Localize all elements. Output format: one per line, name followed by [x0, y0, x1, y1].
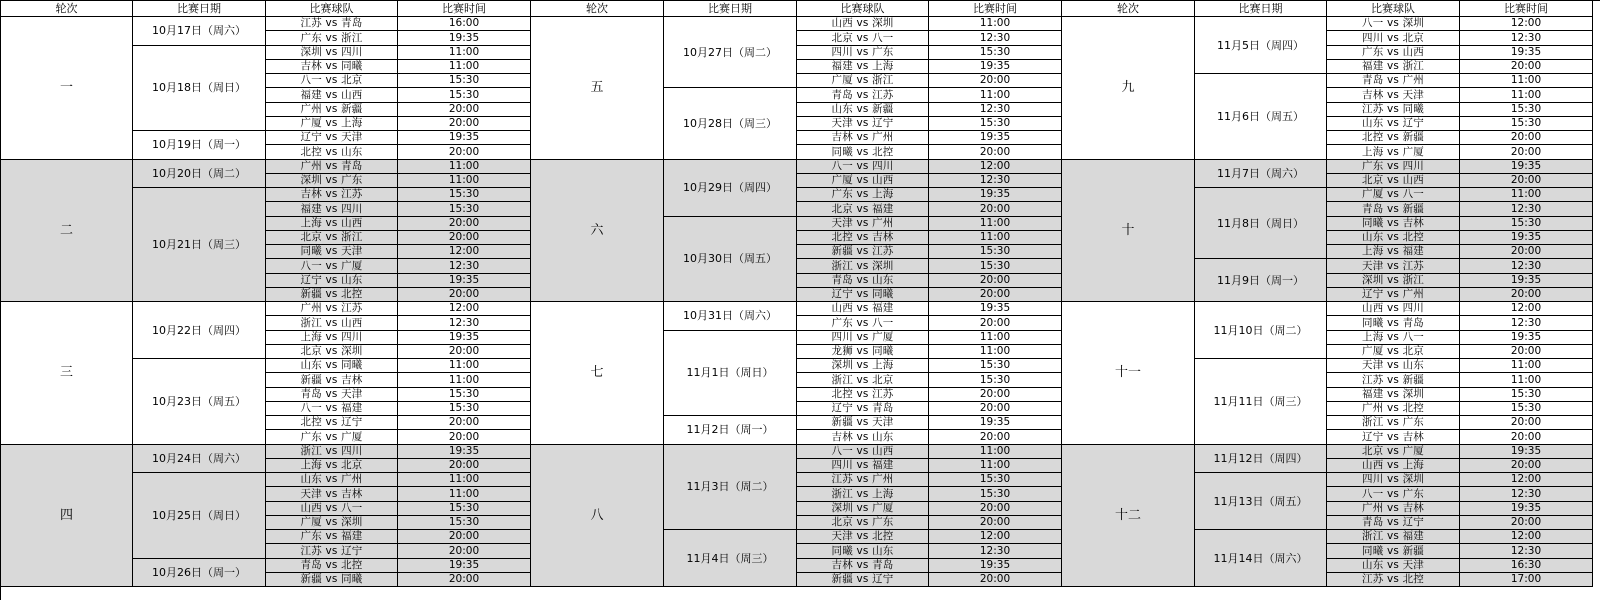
match-teams-cell: 广州 vs 江苏 [266, 302, 398, 316]
match-time-cell: 20:00 [398, 459, 531, 473]
match-teams-cell: 辽宁 vs 广州 [1327, 288, 1460, 302]
match-time-cell: 12:30 [929, 544, 1062, 558]
match-teams-cell: 青岛 vs 广州 [1327, 74, 1460, 88]
match-teams-cell: 广东 vs 八一 [797, 316, 929, 330]
match-time-cell: 15:30 [1460, 217, 1593, 231]
match-teams-cell: 深圳 vs 广厦 [797, 502, 929, 516]
match-teams-cell: 天津 vs 山东 [1327, 359, 1460, 373]
match-teams-cell: 同曦 vs 天津 [266, 245, 398, 259]
match-time-cell: 15:30 [1460, 402, 1593, 416]
match-time-cell: 11:00 [398, 174, 531, 188]
match-date-cell: 11月13日（周五） [1195, 473, 1327, 530]
teams-header: 比赛球队 [266, 1, 398, 17]
teams-header: 比赛球队 [1327, 1, 1460, 17]
match-teams-cell: 广东 vs 广厦 [266, 430, 398, 444]
match-time-cell: 11:00 [1460, 74, 1593, 88]
round-cell: 一 [1, 17, 133, 160]
match-time-cell: 16:30 [1460, 559, 1593, 573]
match-time-cell: 20:00 [398, 117, 531, 131]
match-time-cell: 20:00 [1460, 516, 1593, 530]
match-time-cell: 15:30 [398, 188, 531, 202]
match-time-cell: 12:00 [1460, 473, 1593, 487]
match-teams-cell: 青岛 vs 山东 [797, 274, 929, 288]
match-time-cell: 20:00 [929, 516, 1062, 530]
match-teams-cell: 辽宁 vs 山东 [266, 274, 398, 288]
match-teams-cell: 深圳 vs 广东 [266, 174, 398, 188]
match-teams-cell: 北控 vs 吉林 [797, 231, 929, 245]
match-time-cell: 19:35 [398, 274, 531, 288]
match-teams-cell: 北京 vs 广东 [797, 516, 929, 530]
match-teams-cell: 广东 vs 山西 [1327, 46, 1460, 60]
match-teams-cell: 上海 vs 山西 [266, 217, 398, 231]
round-cell: 二 [1, 160, 133, 303]
match-time-cell: 17:00 [1460, 573, 1593, 587]
match-time-cell: 20:00 [929, 274, 1062, 288]
match-teams-cell: 天津 vs 吉林 [266, 487, 398, 501]
match-teams-cell: 吉林 vs 江苏 [266, 188, 398, 202]
match-time-cell: 20:00 [398, 573, 531, 587]
match-teams-cell: 四川 vs 广厦 [797, 331, 929, 345]
match-time-cell: 15:30 [929, 359, 1062, 373]
match-teams-cell: 上海 vs 八一 [1327, 331, 1460, 345]
match-time-cell: 11:00 [929, 88, 1062, 102]
match-time-cell: 20:00 [1460, 288, 1593, 302]
match-teams-cell: 北控 vs 辽宁 [266, 416, 398, 430]
match-time-cell: 11:00 [929, 231, 1062, 245]
time-header: 比赛时间 [1460, 1, 1593, 17]
match-teams-cell: 深圳 vs 浙江 [1327, 274, 1460, 288]
match-time-cell: 15:30 [1460, 103, 1593, 117]
match-time-cell: 20:00 [398, 231, 531, 245]
match-teams-cell: 北京 vs 浙江 [266, 231, 398, 245]
match-teams-cell: 龙狮 vs 同曦 [797, 345, 929, 359]
match-teams-cell: 山西 vs 八一 [266, 502, 398, 516]
match-date-cell: 11月9日（周一） [1195, 259, 1327, 302]
match-time-cell: 11:00 [398, 160, 531, 174]
match-teams-cell: 天津 vs 北控 [797, 530, 929, 544]
match-teams-cell: 浙江 vs 北京 [797, 373, 929, 387]
match-date-cell: 10月28日（周三） [664, 88, 797, 159]
match-teams-cell: 广东 vs 浙江 [266, 31, 398, 45]
match-teams-cell: 四川 vs 北京 [1327, 31, 1460, 45]
match-time-cell: 19:35 [398, 559, 531, 573]
match-teams-cell: 山东 vs 新疆 [797, 103, 929, 117]
match-time-cell: 12:30 [398, 316, 531, 330]
match-date-cell: 11月2日（周一） [664, 416, 797, 445]
match-time-cell: 11:00 [398, 487, 531, 501]
match-date-cell: 11月14日（周六） [1195, 530, 1327, 587]
match-teams-cell: 八一 vs 四川 [797, 160, 929, 174]
match-teams-cell: 北控 vs 新疆 [1327, 131, 1460, 145]
match-teams-cell: 广厦 vs 北京 [1327, 345, 1460, 359]
match-date-cell: 10月20日（周二） [133, 160, 266, 189]
match-teams-cell: 山东 vs 辽宁 [1327, 117, 1460, 131]
match-teams-cell: 广东 vs 四川 [1327, 160, 1460, 174]
match-time-cell: 20:00 [1460, 459, 1593, 473]
match-time-cell: 20:00 [1460, 430, 1593, 444]
match-teams-cell: 新疆 vs 江苏 [797, 245, 929, 259]
match-date-cell: 10月22日（周四） [133, 302, 266, 359]
match-time-cell: 11:00 [1460, 88, 1593, 102]
match-time-cell: 19:35 [929, 416, 1062, 430]
match-time-cell: 11:00 [1460, 188, 1593, 202]
match-teams-cell: 江苏 vs 广州 [797, 473, 929, 487]
match-time-cell: 20:00 [1460, 60, 1593, 74]
match-teams-cell: 江苏 vs 辽宁 [266, 544, 398, 558]
match-time-cell: 11:00 [398, 60, 531, 74]
match-teams-cell: 同曦 vs 北控 [797, 145, 929, 159]
match-teams-cell: 天津 vs 广州 [797, 217, 929, 231]
date-header: 比赛日期 [133, 1, 266, 17]
match-time-cell: 11:00 [398, 359, 531, 373]
match-time-cell: 20:00 [1460, 245, 1593, 259]
match-teams-cell: 江苏 vs 同曦 [1327, 103, 1460, 117]
match-time-cell: 20:00 [398, 544, 531, 558]
match-date-cell: 10月31日（周六） [664, 302, 797, 331]
match-teams-cell: 四川 vs 福建 [797, 459, 929, 473]
match-teams-cell: 山东 vs 广州 [266, 473, 398, 487]
match-teams-cell: 同曦 vs 青岛 [1327, 316, 1460, 330]
match-time-cell: 15:30 [398, 502, 531, 516]
match-time-cell: 20:00 [398, 430, 531, 444]
teams-header: 比赛球队 [797, 1, 929, 17]
match-date-cell: 10月21日（周三） [133, 188, 266, 302]
match-teams-cell: 同曦 vs 新疆 [1327, 544, 1460, 558]
match-teams-cell: 北京 vs 八一 [797, 31, 929, 45]
match-date-cell: 10月24日（周六） [133, 445, 266, 474]
match-time-cell: 12:30 [398, 259, 531, 273]
match-time-cell: 12:30 [929, 174, 1062, 188]
round-cell: 三 [1, 302, 133, 445]
match-teams-cell: 广厦 vs 山西 [797, 174, 929, 188]
match-teams-cell: 八一 vs 广厦 [266, 259, 398, 273]
match-time-cell: 19:35 [1460, 231, 1593, 245]
match-time-cell: 12:00 [929, 160, 1062, 174]
match-teams-cell: 广厦 vs 深圳 [266, 516, 398, 530]
match-teams-cell: 天津 vs 辽宁 [797, 117, 929, 131]
match-teams-cell: 吉林 vs 同曦 [266, 60, 398, 74]
match-time-cell: 15:30 [929, 259, 1062, 273]
match-time-cell: 19:35 [1460, 274, 1593, 288]
match-teams-cell: 浙江 vs 广东 [1327, 416, 1460, 430]
match-time-cell: 19:35 [398, 331, 531, 345]
match-time-cell: 12:00 [1460, 530, 1593, 544]
round-header: 轮次 [1062, 1, 1195, 17]
match-teams-cell: 福建 vs 浙江 [1327, 60, 1460, 74]
match-teams-cell: 新疆 vs 吉林 [266, 373, 398, 387]
match-teams-cell: 广州 vs 青岛 [266, 160, 398, 174]
match-teams-cell: 青岛 vs 天津 [266, 388, 398, 402]
match-time-cell: 20:00 [398, 217, 531, 231]
match-date-cell: 10月18日（周日） [133, 46, 266, 132]
round-cell: 十 [1062, 160, 1195, 303]
match-time-cell: 12:00 [1460, 302, 1593, 316]
match-time-cell: 15:30 [398, 88, 531, 102]
match-teams-cell: 山东 vs 北控 [1327, 231, 1460, 245]
match-date-cell: 11月1日（周日） [664, 331, 797, 417]
match-teams-cell: 福建 vs 上海 [797, 60, 929, 74]
match-teams-cell: 江苏 vs 北控 [1327, 573, 1460, 587]
match-time-cell: 19:35 [398, 131, 531, 145]
match-teams-cell: 青岛 vs 新疆 [1327, 202, 1460, 216]
match-time-cell: 15:30 [398, 202, 531, 216]
match-teams-cell: 山西 vs 福建 [797, 302, 929, 316]
match-time-cell: 11:00 [929, 331, 1062, 345]
match-time-cell: 15:30 [398, 74, 531, 88]
round-cell: 十一 [1062, 302, 1195, 445]
match-teams-cell: 吉林 vs 山东 [797, 430, 929, 444]
match-time-cell: 12:30 [1460, 202, 1593, 216]
match-time-cell: 20:00 [929, 402, 1062, 416]
match-teams-cell: 江苏 vs 新疆 [1327, 373, 1460, 387]
match-teams-cell: 北京 vs 深圳 [266, 345, 398, 359]
match-teams-cell: 浙江 vs 山西 [266, 316, 398, 330]
match-teams-cell: 深圳 vs 四川 [266, 46, 398, 60]
match-time-cell: 20:00 [1460, 345, 1593, 359]
match-teams-cell: 新疆 vs 天津 [797, 416, 929, 430]
match-teams-cell: 山西 vs 深圳 [797, 17, 929, 31]
match-time-cell: 20:00 [1460, 131, 1593, 145]
match-time-cell: 20:00 [1460, 174, 1593, 188]
match-time-cell: 11:00 [929, 17, 1062, 31]
match-teams-cell: 四川 vs 广东 [797, 46, 929, 60]
match-time-cell: 20:00 [929, 573, 1062, 587]
match-teams-cell: 青岛 vs 江苏 [797, 88, 929, 102]
match-time-cell: 19:35 [1460, 331, 1593, 345]
match-time-cell: 19:35 [398, 445, 531, 459]
match-time-cell: 19:35 [398, 31, 531, 45]
match-time-cell: 12:00 [1460, 17, 1593, 31]
round-cell: 五 [531, 17, 664, 160]
match-date-cell: 10月30日（周五） [664, 217, 797, 303]
match-teams-cell: 八一 vs 深圳 [1327, 17, 1460, 31]
match-teams-cell: 浙江 vs 四川 [266, 445, 398, 459]
match-teams-cell: 上海 vs 四川 [266, 331, 398, 345]
match-time-cell: 20:00 [398, 288, 531, 302]
round-cell: 八 [531, 445, 664, 588]
match-date-cell: 11月3日（周二） [664, 445, 797, 531]
match-teams-cell: 八一 vs 广东 [1327, 487, 1460, 501]
match-date-cell: 10月26日（周一） [133, 559, 266, 588]
match-teams-cell: 浙江 vs 深圳 [797, 259, 929, 273]
match-date-cell: 11月11日（周三） [1195, 359, 1327, 445]
match-time-cell: 20:00 [929, 202, 1062, 216]
match-time-cell: 19:35 [929, 60, 1062, 74]
match-teams-cell: 福建 vs 四川 [266, 202, 398, 216]
match-time-cell: 20:00 [929, 316, 1062, 330]
time-header: 比赛时间 [929, 1, 1062, 17]
match-teams-cell: 辽宁 vs 青岛 [797, 402, 929, 416]
match-teams-cell: 四川 vs 深圳 [1327, 473, 1460, 487]
match-time-cell: 12:00 [929, 530, 1062, 544]
match-teams-cell: 上海 vs 广厦 [1327, 145, 1460, 159]
match-time-cell: 12:30 [1460, 487, 1593, 501]
match-time-cell: 15:30 [1460, 388, 1593, 402]
match-time-cell: 20:00 [398, 145, 531, 159]
match-teams-cell: 辽宁 vs 天津 [266, 131, 398, 145]
match-date-cell: 10月29日（周四） [664, 160, 797, 217]
match-teams-cell: 山东 vs 同曦 [266, 359, 398, 373]
match-teams-cell: 八一 vs 山西 [797, 445, 929, 459]
round-cell: 六 [531, 160, 664, 303]
match-time-cell: 11:00 [929, 345, 1062, 359]
match-time-cell: 15:30 [929, 46, 1062, 60]
match-time-cell: 12:00 [398, 245, 531, 259]
match-date-cell: 11月5日（周四） [1195, 17, 1327, 74]
match-time-cell: 15:30 [398, 388, 531, 402]
match-teams-cell: 广州 vs 新疆 [266, 103, 398, 117]
match-teams-cell: 广州 vs 吉林 [1327, 502, 1460, 516]
match-teams-cell: 山东 vs 天津 [1327, 559, 1460, 573]
match-teams-cell: 深圳 vs 上海 [797, 359, 929, 373]
match-time-cell: 19:35 [929, 302, 1062, 316]
match-time-cell: 20:00 [398, 103, 531, 117]
match-teams-cell: 天津 vs 江苏 [1327, 259, 1460, 273]
match-teams-cell: 吉林 vs 青岛 [797, 559, 929, 573]
match-time-cell: 12:30 [1460, 259, 1593, 273]
match-time-cell: 15:30 [929, 245, 1062, 259]
match-time-cell: 20:00 [1460, 416, 1593, 430]
match-teams-cell: 新疆 vs 同曦 [266, 573, 398, 587]
match-time-cell: 20:00 [929, 288, 1062, 302]
match-time-cell: 20:00 [929, 74, 1062, 88]
match-teams-cell: 山西 vs 四川 [1327, 302, 1460, 316]
match-date-cell: 10月23日（周五） [133, 359, 266, 445]
match-teams-cell: 广东 vs 上海 [797, 188, 929, 202]
match-teams-cell: 广东 vs 福建 [266, 530, 398, 544]
match-date-cell: 10月17日（周六） [133, 17, 266, 46]
match-teams-cell: 北京 vs 福建 [797, 202, 929, 216]
match-time-cell: 19:35 [1460, 502, 1593, 516]
match-date-cell: 10月27日（周二） [664, 17, 797, 88]
match-teams-cell: 江苏 vs 青岛 [266, 17, 398, 31]
match-teams-cell: 广厦 vs 浙江 [797, 74, 929, 88]
match-teams-cell: 山西 vs 上海 [1327, 459, 1460, 473]
round-cell: 七 [531, 302, 664, 445]
match-time-cell: 19:35 [1460, 160, 1593, 174]
match-teams-cell: 青岛 vs 辽宁 [1327, 516, 1460, 530]
match-time-cell: 11:00 [929, 217, 1062, 231]
match-teams-cell: 广厦 vs 上海 [266, 117, 398, 131]
match-time-cell: 15:30 [929, 473, 1062, 487]
match-time-cell: 20:00 [398, 530, 531, 544]
match-time-cell: 15:30 [1460, 117, 1593, 131]
match-time-cell: 19:35 [929, 188, 1062, 202]
match-time-cell: 19:35 [929, 559, 1062, 573]
match-time-cell: 15:30 [398, 516, 531, 530]
match-time-cell: 20:00 [929, 430, 1062, 444]
match-time-cell: 12:30 [1460, 316, 1593, 330]
match-time-cell: 15:30 [929, 373, 1062, 387]
match-time-cell: 19:35 [1460, 46, 1593, 60]
match-time-cell: 11:00 [398, 373, 531, 387]
match-teams-cell: 同曦 vs 吉林 [1327, 217, 1460, 231]
match-time-cell: 15:30 [398, 402, 531, 416]
match-teams-cell: 青岛 vs 北控 [266, 559, 398, 573]
match-time-cell: 20:00 [1460, 145, 1593, 159]
match-date-cell: 11月10日（周二） [1195, 302, 1327, 359]
match-time-cell: 12:30 [929, 103, 1062, 117]
match-time-cell: 11:00 [929, 459, 1062, 473]
match-date-cell: 11月8日（周日） [1195, 188, 1327, 259]
round-cell: 四 [1, 445, 133, 588]
match-teams-cell: 吉林 vs 广州 [797, 131, 929, 145]
match-time-cell: 12:00 [398, 302, 531, 316]
match-teams-cell: 福建 vs 山西 [266, 88, 398, 102]
match-teams-cell: 上海 vs 北京 [266, 459, 398, 473]
match-teams-cell: 北京 vs 山西 [1327, 174, 1460, 188]
match-time-cell: 12:30 [1460, 544, 1593, 558]
match-date-cell: 10月19日（周一） [133, 131, 266, 160]
match-time-cell: 20:00 [398, 345, 531, 359]
match-date-cell: 10月25日（周日） [133, 473, 266, 559]
match-teams-cell: 辽宁 vs 同曦 [797, 288, 929, 302]
match-time-cell: 20:00 [398, 416, 531, 430]
match-teams-cell: 新疆 vs 辽宁 [797, 573, 929, 587]
match-teams-cell: 广州 vs 北控 [1327, 402, 1460, 416]
match-teams-cell: 广厦 vs 八一 [1327, 188, 1460, 202]
match-teams-cell: 北京 vs 广厦 [1327, 445, 1460, 459]
match-date-cell: 11月7日（周六） [1195, 160, 1327, 189]
match-time-cell: 12:30 [929, 31, 1062, 45]
match-time-cell: 16:00 [398, 17, 531, 31]
match-time-cell: 19:35 [1460, 445, 1593, 459]
match-teams-cell: 北控 vs 山东 [266, 145, 398, 159]
match-time-cell: 12:30 [1460, 31, 1593, 45]
match-time-cell: 11:00 [1460, 373, 1593, 387]
match-teams-cell: 八一 vs 北京 [266, 74, 398, 88]
date-header: 比赛日期 [1195, 1, 1327, 17]
match-time-cell: 20:00 [929, 145, 1062, 159]
match-time-cell: 11:00 [398, 473, 531, 487]
match-date-cell: 11月4日（周三） [664, 530, 797, 587]
match-teams-cell: 吉林 vs 天津 [1327, 88, 1460, 102]
match-time-cell: 11:00 [929, 445, 1062, 459]
round-cell: 十二 [1062, 445, 1195, 588]
match-teams-cell: 同曦 vs 山东 [797, 544, 929, 558]
match-teams-cell: 北控 vs 江苏 [797, 388, 929, 402]
match-date-cell: 11月6日（周五） [1195, 74, 1327, 160]
date-header: 比赛日期 [664, 1, 797, 17]
match-time-cell: 19:35 [929, 131, 1062, 145]
round-header: 轮次 [531, 1, 664, 17]
match-time-cell: 20:00 [929, 502, 1062, 516]
match-time-cell: 15:30 [929, 487, 1062, 501]
match-teams-cell: 上海 vs 福建 [1327, 245, 1460, 259]
round-cell: 九 [1062, 17, 1195, 160]
round-header: 轮次 [1, 1, 133, 17]
time-header: 比赛时间 [398, 1, 531, 17]
match-date-cell: 11月12日（周四） [1195, 445, 1327, 474]
match-teams-cell: 辽宁 vs 吉林 [1327, 430, 1460, 444]
match-time-cell: 15:30 [929, 117, 1062, 131]
match-teams-cell: 福建 vs 深圳 [1327, 388, 1460, 402]
match-teams-cell: 浙江 vs 上海 [797, 487, 929, 501]
match-teams-cell: 八一 vs 福建 [266, 402, 398, 416]
match-time-cell: 11:00 [1460, 359, 1593, 373]
match-teams-cell: 新疆 vs 北控 [266, 288, 398, 302]
match-time-cell: 20:00 [929, 388, 1062, 402]
match-teams-cell: 浙江 vs 福建 [1327, 530, 1460, 544]
match-time-cell: 11:00 [398, 46, 531, 60]
